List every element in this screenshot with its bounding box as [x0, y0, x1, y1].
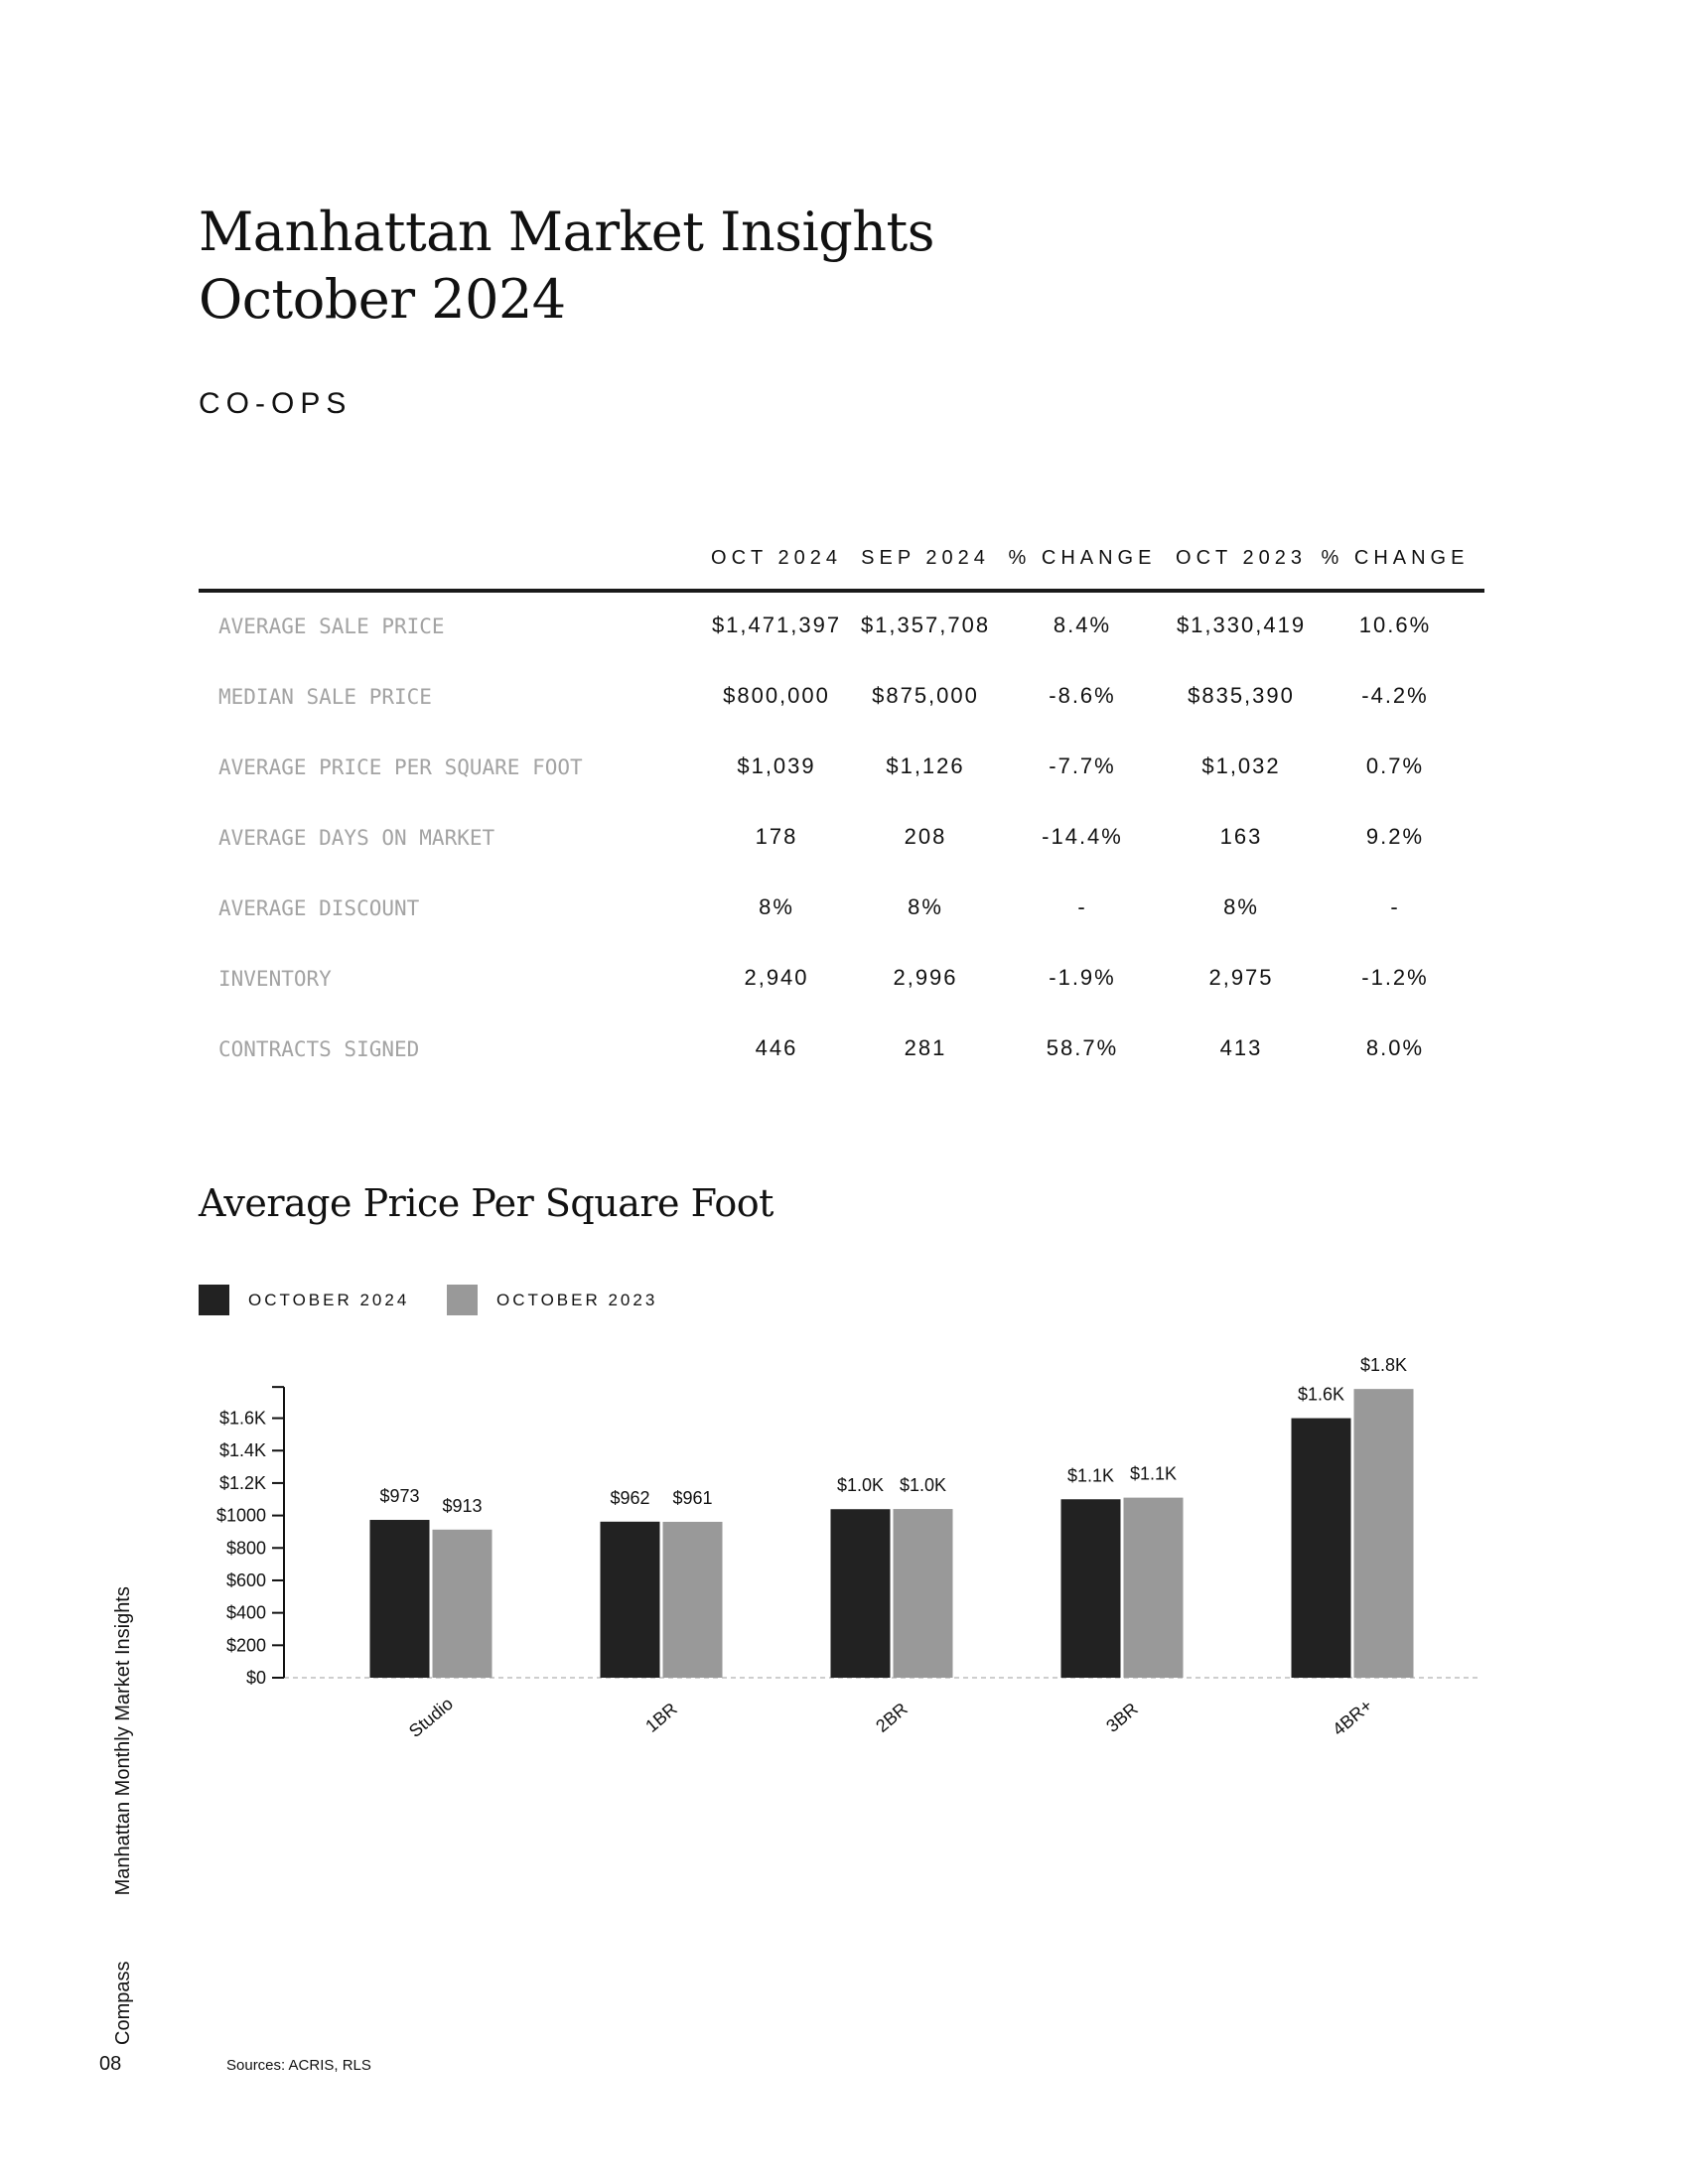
chart-title: Average Price Per Square Foot: [199, 1181, 774, 1225]
bar-value-label: $1.1K: [1129, 1463, 1178, 1484]
page-number: 08: [99, 2053, 122, 2075]
table-cell: -4.2%: [1361, 683, 1429, 708]
table-cell: -1.2%: [1361, 965, 1429, 990]
category-label: 1BR: [641, 1699, 681, 1736]
row-label: INVENTORY: [218, 967, 332, 991]
category-label: 4BR+: [1329, 1695, 1376, 1740]
table-cell: 9.2%: [1365, 824, 1425, 849]
table-cell: $835,390: [1188, 683, 1295, 708]
y-tick-label: $1.4K: [218, 1440, 266, 1461]
table-cell: $875,000: [872, 683, 979, 708]
bar: [1354, 1389, 1414, 1678]
table-cell: 413: [1219, 1035, 1263, 1060]
sources-note: Sources: ACRIS, RLS: [226, 2057, 371, 2074]
table-cell: 2,975: [1208, 965, 1274, 990]
bar-value-label: $1.0K: [899, 1475, 947, 1496]
table-cell: 10.6%: [1358, 613, 1432, 637]
table-cell: $1,330,419: [1176, 613, 1307, 637]
bar: [601, 1522, 660, 1678]
table-cell: $1,471,397: [711, 613, 842, 637]
row-label: AVERAGE DISCOUNT: [218, 896, 420, 920]
table-cell: $1,126: [886, 753, 965, 778]
brand-name: Compass: [112, 1961, 134, 2045]
table-cell: 178: [755, 824, 798, 849]
bar-value-label: $913: [442, 1495, 483, 1516]
column-header: OCT 2023: [1176, 547, 1307, 569]
bar-value-label: $1.6K: [1297, 1384, 1345, 1405]
bar-value-label: $1.0K: [836, 1475, 885, 1496]
y-tick-label: $200: [225, 1635, 266, 1656]
row-label: MEDIAN SALE PRICE: [218, 685, 432, 709]
row-label: AVERAGE PRICE PER SQUARE FOOT: [218, 755, 583, 779]
bar: [663, 1522, 723, 1678]
row-label: AVERAGE SALE PRICE: [218, 614, 445, 638]
table-cell: 208: [904, 824, 947, 849]
table-cell: 8%: [759, 894, 794, 919]
bar: [433, 1530, 492, 1678]
table-cell: 2,996: [893, 965, 958, 990]
table-cell: -7.7%: [1049, 753, 1116, 778]
bar-value-label: $1.8K: [1359, 1355, 1408, 1376]
y-tick-label: $400: [225, 1602, 266, 1623]
bar: [370, 1520, 430, 1678]
section-heading: CO-OPS: [199, 387, 352, 420]
y-tick-label: $600: [225, 1570, 266, 1590]
table-cell: 8.4%: [1053, 613, 1112, 637]
legend-label-oct-2024: OCTOBER 2024: [248, 1291, 410, 1309]
bar: [1124, 1498, 1184, 1678]
table-cell: -: [1390, 894, 1400, 919]
table-cell: 8%: [908, 894, 943, 919]
bar: [894, 1509, 953, 1678]
table-cell: -14.4%: [1042, 824, 1123, 849]
y-tick-label: $1000: [215, 1505, 266, 1526]
category-label: Studio: [405, 1693, 457, 1742]
table-cell: -8.6%: [1049, 683, 1116, 708]
y-tick-label: $0: [245, 1668, 266, 1688]
bar: [1061, 1499, 1121, 1678]
row-label: CONTRACTS SIGNED: [218, 1037, 420, 1061]
legend-label-oct-2023: OCTOBER 2023: [496, 1291, 658, 1309]
y-tick-label: $1.2K: [218, 1472, 266, 1493]
y-tick-label: $1.6K: [218, 1408, 266, 1429]
title-line-2: October 2024: [199, 268, 566, 331]
row-label: AVERAGE DAYS ON MARKET: [218, 826, 495, 850]
bar-value-label: $973: [379, 1486, 420, 1507]
table-cell: -1.9%: [1049, 965, 1116, 990]
table-cell: $1,357,708: [860, 613, 991, 637]
category-label: 3BR: [1102, 1699, 1142, 1736]
bar-value-label: $962: [610, 1487, 650, 1508]
table-cell: 0.7%: [1365, 753, 1425, 778]
table-cell: 8.0%: [1365, 1035, 1425, 1060]
column-header: % CHANGE: [1321, 547, 1470, 569]
column-header: % CHANGE: [1008, 547, 1157, 569]
table-cell: 446: [755, 1035, 798, 1060]
title-line-1: Manhattan Market Insights: [199, 201, 934, 263]
y-tick-label: $800: [225, 1538, 266, 1559]
column-header: OCT 2024: [711, 547, 842, 569]
table-cell: -: [1077, 894, 1087, 919]
table-cell: 8%: [1223, 894, 1259, 919]
bar-value-label: $961: [672, 1487, 713, 1508]
bar: [1292, 1419, 1351, 1678]
side-running-text: [112, 1586, 135, 2045]
table-cell: 163: [1219, 824, 1263, 849]
column-header: SEP 2024: [861, 547, 990, 569]
table-cell: $1,039: [737, 753, 816, 778]
table-cell: $1,032: [1201, 753, 1281, 778]
table-cell: $800,000: [723, 683, 830, 708]
category-label: 2BR: [872, 1699, 912, 1736]
table-cell: 58.7%: [1046, 1035, 1119, 1060]
publication-name: Manhattan Monthly Market Insights: [112, 1586, 134, 1896]
bar: [831, 1509, 891, 1678]
bar-value-label: $1.1K: [1066, 1465, 1115, 1486]
table-cell: 281: [904, 1035, 947, 1060]
table-cell: 2,940: [744, 965, 809, 990]
